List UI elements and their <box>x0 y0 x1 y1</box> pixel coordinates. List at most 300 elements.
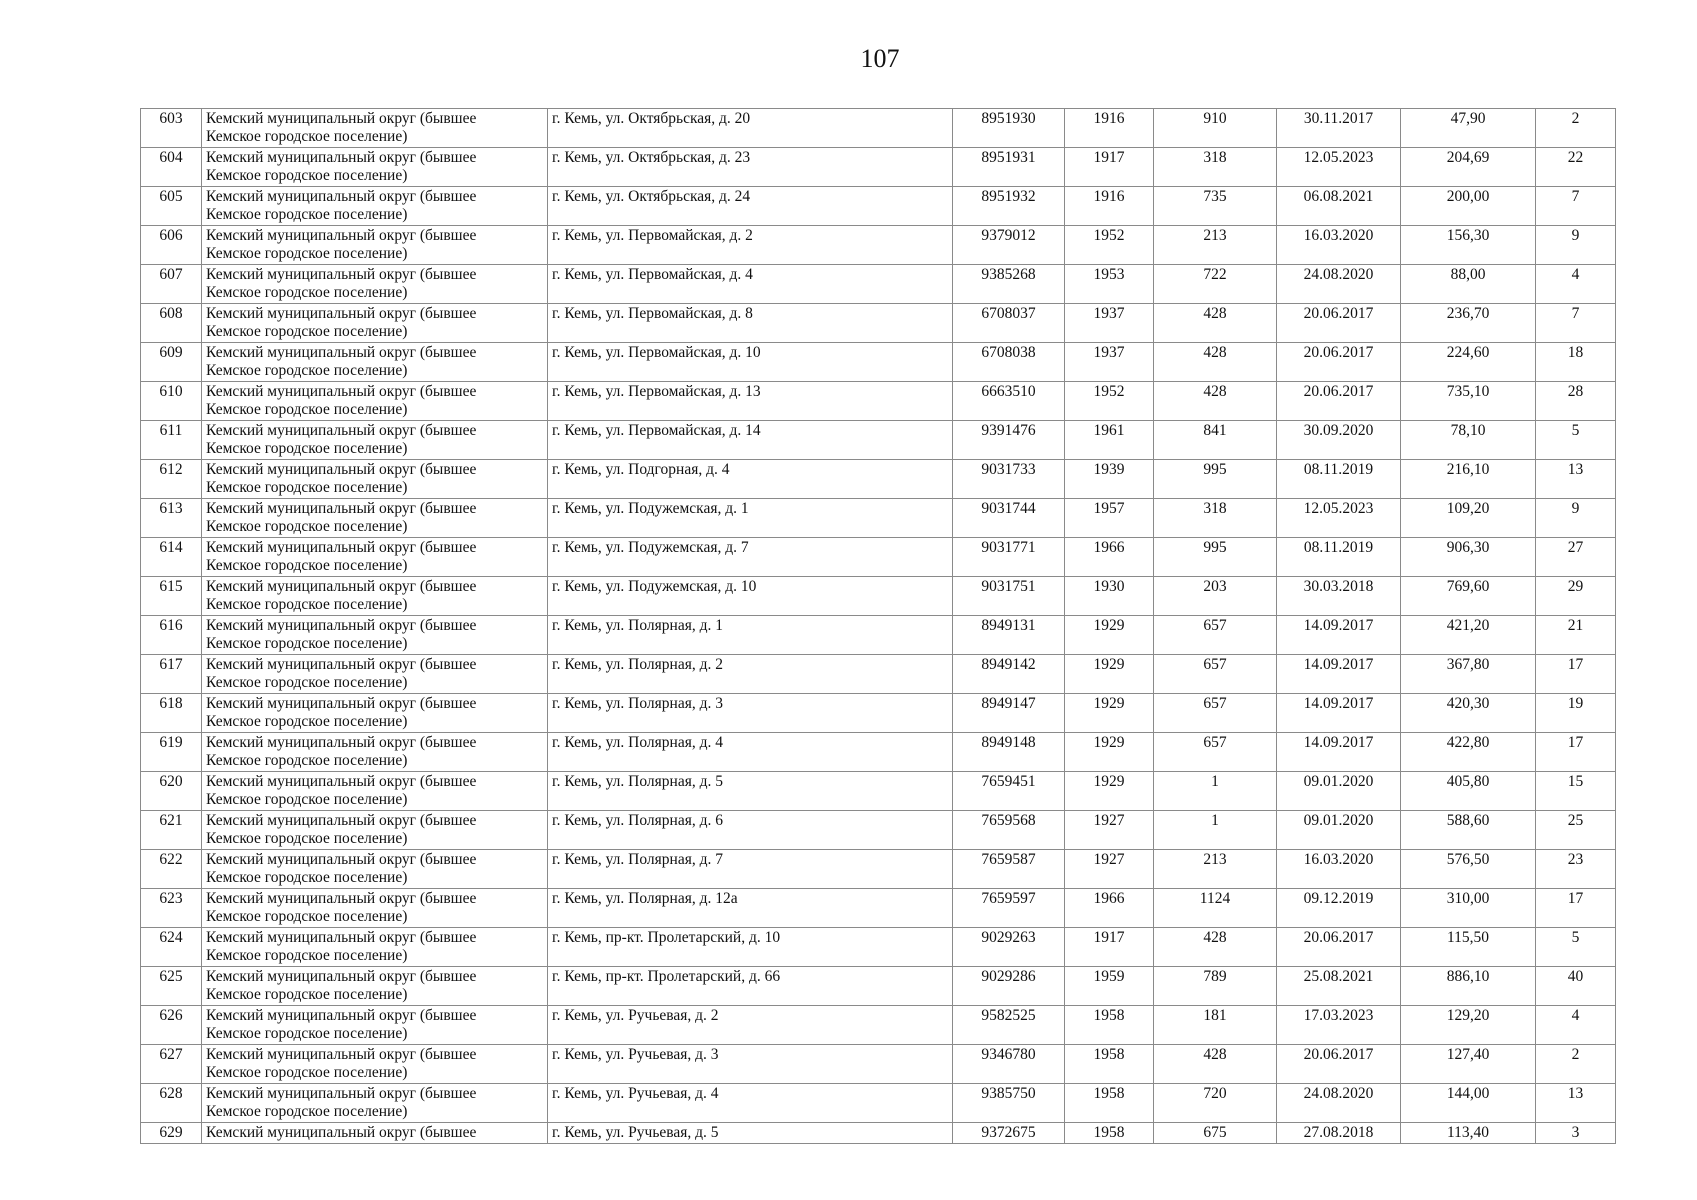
address-cell: г. Кемь, ул. Подужемская, д. 7 <box>548 538 953 577</box>
construction-year-cell: 1959 <box>1065 967 1154 1006</box>
municipality-line-1: Кемский муниципальный округ (бывшее <box>206 539 477 556</box>
municipality-cell <box>202 577 548 616</box>
municipality-cell <box>202 538 548 577</box>
area-cell: 144,00 <box>1401 1084 1536 1123</box>
area-cell: 588,60 <box>1401 811 1536 850</box>
area-cell: 224,60 <box>1401 343 1536 382</box>
table-row <box>141 343 1616 382</box>
document-number-cell: 213 <box>1154 850 1277 889</box>
building-id-cell: 8949147 <box>953 694 1065 733</box>
residents-count-cell: 9 <box>1536 499 1616 538</box>
residents-count-cell: 22 <box>1536 148 1616 187</box>
address-cell: г. Кемь, ул. Подужемская, д. 10 <box>548 577 953 616</box>
municipality-line-2: Кемское городское поселение) <box>206 284 408 301</box>
construction-year-cell: 1958 <box>1065 1084 1154 1123</box>
table-row <box>141 421 1616 460</box>
document-date-cell: 09.01.2020 <box>1277 811 1401 850</box>
document-date-cell: 20.06.2017 <box>1277 1045 1401 1084</box>
table-row <box>141 538 1616 577</box>
residents-count-cell: 28 <box>1536 382 1616 421</box>
building-id-cell: 9029286 <box>953 967 1065 1006</box>
residents-count-cell: 9 <box>1536 226 1616 265</box>
area-cell: 420,30 <box>1401 694 1536 733</box>
document-date-cell: 16.03.2020 <box>1277 850 1401 889</box>
residents-count-cell: 25 <box>1536 811 1616 850</box>
document-number-cell: 657 <box>1154 655 1277 694</box>
row-number-cell: 621 <box>141 811 202 850</box>
municipality-cell <box>202 850 548 889</box>
document-number-cell: 657 <box>1154 733 1277 772</box>
document-date-cell: 16.03.2020 <box>1277 226 1401 265</box>
document-number-cell: 675 <box>1154 1123 1277 1144</box>
building-id-cell: 9372675 <box>953 1123 1065 1144</box>
building-id-cell: 9031751 <box>953 577 1065 616</box>
document-date-cell: 24.08.2020 <box>1277 1084 1401 1123</box>
document-number-cell: 657 <box>1154 694 1277 733</box>
document-date-cell: 20.06.2017 <box>1277 304 1401 343</box>
table-row <box>141 850 1616 889</box>
document-number-cell: 735 <box>1154 187 1277 226</box>
row-number-cell: 629 <box>141 1123 202 1144</box>
row-number-cell: 625 <box>141 967 202 1006</box>
municipality-line-1: Кемский муниципальный округ (бывшее <box>206 734 477 751</box>
document-date-cell: 14.09.2017 <box>1277 655 1401 694</box>
municipality-cell <box>202 694 548 733</box>
document-number-cell: 841 <box>1154 421 1277 460</box>
residents-count-cell: 40 <box>1536 967 1616 1006</box>
building-id-cell: 9385750 <box>953 1084 1065 1123</box>
document-date-cell: 27.08.2018 <box>1277 1123 1401 1144</box>
municipality-line-1: Кемский муниципальный округ (бывшее <box>206 890 477 907</box>
construction-year-cell: 1917 <box>1065 148 1154 187</box>
address-cell: г. Кемь, ул. Первомайская, д. 8 <box>548 304 953 343</box>
document-date-cell: 30.03.2018 <box>1277 577 1401 616</box>
table-row <box>141 460 1616 499</box>
residents-count-cell: 19 <box>1536 694 1616 733</box>
construction-year-cell: 1957 <box>1065 499 1154 538</box>
building-id-cell: 9385268 <box>953 265 1065 304</box>
row-number-cell: 612 <box>141 460 202 499</box>
document-number-cell: 428 <box>1154 1045 1277 1084</box>
construction-year-cell: 1953 <box>1065 265 1154 304</box>
municipality-cell <box>202 226 548 265</box>
residents-count-cell: 15 <box>1536 772 1616 811</box>
municipality-cell <box>202 967 548 1006</box>
address-cell: г. Кемь, ул. Октябрьская, д. 20 <box>548 109 953 148</box>
address-cell: г. Кемь, ул. Октябрьская, д. 24 <box>548 187 953 226</box>
table-row <box>141 577 1616 616</box>
area-cell: 113,40 <box>1401 1123 1536 1144</box>
row-number-cell: 607 <box>141 265 202 304</box>
table-row <box>141 304 1616 343</box>
construction-year-cell: 1966 <box>1065 889 1154 928</box>
address-cell: г. Кемь, пр-кт. Пролетарский, д. 66 <box>548 967 953 1006</box>
area-cell: 906,30 <box>1401 538 1536 577</box>
residents-count-cell: 13 <box>1536 460 1616 499</box>
area-cell: 200,00 <box>1401 187 1536 226</box>
building-id-cell: 9346780 <box>953 1045 1065 1084</box>
building-id-cell: 7659568 <box>953 811 1065 850</box>
municipality-cell <box>202 733 548 772</box>
municipality-line-1: Кемский муниципальный округ (бывшее <box>206 656 477 673</box>
area-cell: 886,10 <box>1401 967 1536 1006</box>
construction-year-cell: 1952 <box>1065 382 1154 421</box>
municipality-line-2: Кемское городское поселение) <box>206 245 408 262</box>
municipality-line-2: Кемское городское поселение) <box>206 401 408 418</box>
table-row <box>141 928 1616 967</box>
table-row <box>141 733 1616 772</box>
table-row <box>141 772 1616 811</box>
housing-registry-table <box>140 108 1616 1144</box>
document-date-cell: 30.09.2020 <box>1277 421 1401 460</box>
municipality-line-2: Кемское городское поселение) <box>206 362 408 379</box>
building-id-cell: 9391476 <box>953 421 1065 460</box>
municipality-line-2: Кемское городское поселение) <box>206 674 408 691</box>
area-cell: 236,70 <box>1401 304 1536 343</box>
municipality-line-2: Кемское городское поселение) <box>206 206 408 223</box>
area-cell: 735,10 <box>1401 382 1536 421</box>
address-cell: г. Кемь, ул. Первомайская, д. 2 <box>548 226 953 265</box>
construction-year-cell: 1927 <box>1065 811 1154 850</box>
document-date-cell: 12.05.2023 <box>1277 499 1401 538</box>
municipality-line-2: Кемское городское поселение) <box>206 791 408 808</box>
table-row <box>141 148 1616 187</box>
residents-count-cell: 23 <box>1536 850 1616 889</box>
address-cell: г. Кемь, ул. Ручьевая, д. 4 <box>548 1084 953 1123</box>
municipality-cell <box>202 1006 548 1045</box>
document-number-cell: 789 <box>1154 967 1277 1006</box>
municipality-line-2: Кемское городское поселение) <box>206 713 408 730</box>
document-number-cell: 203 <box>1154 577 1277 616</box>
area-cell: 310,00 <box>1401 889 1536 928</box>
municipality-cell <box>202 655 548 694</box>
municipality-cell <box>202 499 548 538</box>
construction-year-cell: 1929 <box>1065 772 1154 811</box>
municipality-line-2: Кемское городское поселение) <box>206 635 408 652</box>
area-cell: 109,20 <box>1401 499 1536 538</box>
document-number-cell: 910 <box>1154 109 1277 148</box>
municipality-line-1: Кемский муниципальный округ (бывшее <box>206 1085 477 1102</box>
municipality-line-1: Кемский муниципальный округ (бывшее <box>206 305 477 322</box>
building-id-cell: 9379012 <box>953 226 1065 265</box>
municipality-cell <box>202 616 548 655</box>
municipality-line-1: Кемский муниципальный округ (бывшее <box>206 383 477 400</box>
municipality-cell <box>202 148 548 187</box>
municipality-line-2: Кемское городское поселение) <box>206 323 408 340</box>
construction-year-cell: 1961 <box>1065 421 1154 460</box>
building-id-cell: 8951930 <box>953 109 1065 148</box>
municipality-line-2: Кемское городское поселение) <box>206 752 408 769</box>
table-row <box>141 616 1616 655</box>
municipality-line-1: Кемский муниципальный округ (бывшее <box>206 110 477 127</box>
municipality-cell <box>202 772 548 811</box>
area-cell: 576,50 <box>1401 850 1536 889</box>
document-number-cell: 720 <box>1154 1084 1277 1123</box>
table-row <box>141 109 1616 148</box>
municipality-line-1: Кемский муниципальный округ (бывшее <box>206 422 477 439</box>
area-cell: 405,80 <box>1401 772 1536 811</box>
document-number-cell: 318 <box>1154 148 1277 187</box>
municipality-line-2: Кемское городское поселение) <box>206 440 408 457</box>
document-number-cell: 213 <box>1154 226 1277 265</box>
area-cell: 115,50 <box>1401 928 1536 967</box>
area-cell: 47,90 <box>1401 109 1536 148</box>
construction-year-cell: 1930 <box>1065 577 1154 616</box>
document-date-cell: 14.09.2017 <box>1277 616 1401 655</box>
area-cell: 78,10 <box>1401 421 1536 460</box>
area-cell: 769,60 <box>1401 577 1536 616</box>
municipality-line-1: Кемский муниципальный округ (бывшее <box>206 188 477 205</box>
building-id-cell: 6663510 <box>953 382 1065 421</box>
residents-count-cell: 7 <box>1536 304 1616 343</box>
building-id-cell: 9031771 <box>953 538 1065 577</box>
row-number-cell: 618 <box>141 694 202 733</box>
address-cell: г. Кемь, ул. Полярная, д. 12а <box>548 889 953 928</box>
construction-year-cell: 1966 <box>1065 538 1154 577</box>
residents-count-cell: 7 <box>1536 187 1616 226</box>
residents-count-cell: 17 <box>1536 733 1616 772</box>
row-number-cell: 622 <box>141 850 202 889</box>
municipality-line-1: Кемский муниципальный округ (бывшее <box>206 617 477 634</box>
address-cell: г. Кемь, ул. Полярная, д. 4 <box>548 733 953 772</box>
municipality-cell <box>202 265 548 304</box>
document-date-cell: 14.09.2017 <box>1277 733 1401 772</box>
municipality-line-2: Кемское городское поселение) <box>206 947 408 964</box>
construction-year-cell: 1929 <box>1065 694 1154 733</box>
table-row <box>141 694 1616 733</box>
residents-count-cell: 4 <box>1536 1006 1616 1045</box>
document-number-cell: 428 <box>1154 304 1277 343</box>
municipality-line-1: Кемский муниципальный округ (бывшее <box>206 1124 477 1141</box>
table-row <box>141 265 1616 304</box>
document-date-cell: 25.08.2021 <box>1277 967 1401 1006</box>
municipality-line-2: Кемское городское поселение) <box>206 1064 408 1081</box>
municipality-line-1: Кемский муниципальный округ (бывшее <box>206 929 477 946</box>
document-number-cell: 657 <box>1154 616 1277 655</box>
municipality-line-2: Кемское городское поселение) <box>206 986 408 1003</box>
row-number-cell: 610 <box>141 382 202 421</box>
table-row <box>141 499 1616 538</box>
address-cell: г. Кемь, ул. Подгорная, д. 4 <box>548 460 953 499</box>
municipality-cell <box>202 421 548 460</box>
building-id-cell: 9031733 <box>953 460 1065 499</box>
address-cell: г. Кемь, ул. Первомайская, д. 13 <box>548 382 953 421</box>
row-number-cell: 611 <box>141 421 202 460</box>
address-cell: г. Кемь, ул. Полярная, д. 2 <box>548 655 953 694</box>
document-number-cell: 995 <box>1154 538 1277 577</box>
municipality-cell <box>202 109 548 148</box>
address-cell: г. Кемь, ул. Первомайская, д. 14 <box>548 421 953 460</box>
row-number-cell: 626 <box>141 1006 202 1045</box>
residents-count-cell: 2 <box>1536 109 1616 148</box>
building-id-cell: 9031744 <box>953 499 1065 538</box>
municipality-line-1: Кемский муниципальный округ (бывшее <box>206 266 477 283</box>
building-id-cell: 7659587 <box>953 850 1065 889</box>
residents-count-cell: 3 <box>1536 1123 1616 1144</box>
construction-year-cell: 1929 <box>1065 616 1154 655</box>
address-cell: г. Кемь, ул. Полярная, д. 7 <box>548 850 953 889</box>
document-date-cell: 08.11.2019 <box>1277 460 1401 499</box>
table-row <box>141 889 1616 928</box>
address-cell: г. Кемь, ул. Полярная, д. 3 <box>548 694 953 733</box>
municipality-cell <box>202 460 548 499</box>
address-cell: г. Кемь, ул. Ручьевая, д. 2 <box>548 1006 953 1045</box>
document-date-cell: 20.06.2017 <box>1277 928 1401 967</box>
row-number-cell: 609 <box>141 343 202 382</box>
address-cell: г. Кемь, пр-кт. Пролетарский, д. 10 <box>548 928 953 967</box>
document-date-cell: 14.09.2017 <box>1277 694 1401 733</box>
row-number-cell: 617 <box>141 655 202 694</box>
document-date-cell: 06.08.2021 <box>1277 187 1401 226</box>
address-cell: г. Кемь, ул. Полярная, д. 1 <box>548 616 953 655</box>
residents-count-cell: 21 <box>1536 616 1616 655</box>
row-number-cell: 619 <box>141 733 202 772</box>
construction-year-cell: 1952 <box>1065 226 1154 265</box>
municipality-cell <box>202 382 548 421</box>
table-body <box>141 109 1616 1144</box>
building-id-cell: 7659451 <box>953 772 1065 811</box>
municipality-cell <box>202 304 548 343</box>
document-number-cell: 1124 <box>1154 889 1277 928</box>
municipality-line-2: Кемское городское поселение) <box>206 908 408 925</box>
row-number-cell: 608 <box>141 304 202 343</box>
residents-count-cell: 5 <box>1536 421 1616 460</box>
address-cell: г. Кемь, ул. Октябрьская, д. 23 <box>548 148 953 187</box>
row-number-cell: 620 <box>141 772 202 811</box>
row-number-cell: 605 <box>141 187 202 226</box>
construction-year-cell: 1927 <box>1065 850 1154 889</box>
residents-count-cell: 18 <box>1536 343 1616 382</box>
row-number-cell: 614 <box>141 538 202 577</box>
document-date-cell: 09.12.2019 <box>1277 889 1401 928</box>
residents-count-cell: 17 <box>1536 655 1616 694</box>
address-cell: г. Кемь, ул. Полярная, д. 5 <box>548 772 953 811</box>
document-number-cell: 428 <box>1154 928 1277 967</box>
building-id-cell: 8951931 <box>953 148 1065 187</box>
document-date-cell: 17.03.2023 <box>1277 1006 1401 1045</box>
municipality-line-1: Кемский муниципальный округ (бывшее <box>206 812 477 829</box>
area-cell: 421,20 <box>1401 616 1536 655</box>
building-id-cell: 8949142 <box>953 655 1065 694</box>
building-id-cell: 8951932 <box>953 187 1065 226</box>
municipality-cell <box>202 811 548 850</box>
municipality-line-2: Кемское городское поселение) <box>206 128 408 145</box>
address-cell: г. Кемь, ул. Первомайская, д. 4 <box>548 265 953 304</box>
document-number-cell: 1 <box>1154 772 1277 811</box>
municipality-cell <box>202 1084 548 1123</box>
table-row <box>141 226 1616 265</box>
row-number-cell: 616 <box>141 616 202 655</box>
municipality-line-1: Кемский муниципальный округ (бывшее <box>206 968 477 985</box>
construction-year-cell: 1916 <box>1065 109 1154 148</box>
municipality-line-1: Кемский муниципальный округ (бывшее <box>206 461 477 478</box>
municipality-line-2: Кемское городское поселение) <box>206 518 408 535</box>
municipality-line-2: Кемское городское поселение) <box>206 1103 408 1120</box>
construction-year-cell: 1929 <box>1065 655 1154 694</box>
row-number-cell: 604 <box>141 148 202 187</box>
document-number-cell: 318 <box>1154 499 1277 538</box>
building-id-cell: 9582525 <box>953 1006 1065 1045</box>
construction-year-cell: 1958 <box>1065 1006 1154 1045</box>
row-number-cell: 627 <box>141 1045 202 1084</box>
table-row <box>141 811 1616 850</box>
address-cell: г. Кемь, ул. Ручьевая, д. 3 <box>548 1045 953 1084</box>
area-cell: 88,00 <box>1401 265 1536 304</box>
area-cell: 216,10 <box>1401 460 1536 499</box>
document-date-cell: 24.08.2020 <box>1277 265 1401 304</box>
municipality-line-2: Кемское городское поселение) <box>206 830 408 847</box>
construction-year-cell: 1916 <box>1065 187 1154 226</box>
municipality-line-2: Кемское городское поселение) <box>206 479 408 496</box>
residents-count-cell: 13 <box>1536 1084 1616 1123</box>
construction-year-cell: 1937 <box>1065 343 1154 382</box>
municipality-line-1: Кемский муниципальный округ (бывшее <box>206 773 477 790</box>
municipality-cell <box>202 1045 548 1084</box>
row-number-cell: 628 <box>141 1084 202 1123</box>
municipality-line-1: Кемский муниципальный округ (бывшее <box>206 149 477 166</box>
document-date-cell: 20.06.2017 <box>1277 343 1401 382</box>
residents-count-cell: 29 <box>1536 577 1616 616</box>
document-number-cell: 1 <box>1154 811 1277 850</box>
municipality-line-1: Кемский муниципальный округ (бывшее <box>206 578 477 595</box>
municipality-line-1: Кемский муниципальный округ (бывшее <box>206 344 477 361</box>
municipality-line-2: Кемское городское поселение) <box>206 1025 408 1042</box>
municipality-cell <box>202 889 548 928</box>
document-date-cell: 30.11.2017 <box>1277 109 1401 148</box>
table-row <box>141 1006 1616 1045</box>
document-number-cell: 428 <box>1154 382 1277 421</box>
document-number-cell: 995 <box>1154 460 1277 499</box>
building-id-cell: 6708038 <box>953 343 1065 382</box>
table-row <box>141 655 1616 694</box>
row-number-cell: 603 <box>141 109 202 148</box>
address-cell: г. Кемь, ул. Первомайская, д. 10 <box>548 343 953 382</box>
residents-count-cell: 2 <box>1536 1045 1616 1084</box>
building-id-cell: 7659597 <box>953 889 1065 928</box>
construction-year-cell: 1917 <box>1065 928 1154 967</box>
document-date-cell: 20.06.2017 <box>1277 382 1401 421</box>
municipality-line-2: Кемское городское поселение) <box>206 167 408 184</box>
construction-year-cell: 1958 <box>1065 1123 1154 1144</box>
building-id-cell: 6708037 <box>953 304 1065 343</box>
construction-year-cell: 1937 <box>1065 304 1154 343</box>
construction-year-cell: 1958 <box>1065 1045 1154 1084</box>
row-number-cell: 606 <box>141 226 202 265</box>
table-row <box>141 967 1616 1006</box>
address-cell: г. Кемь, ул. Подужемская, д. 1 <box>548 499 953 538</box>
document-number-cell: 722 <box>1154 265 1277 304</box>
table-row <box>141 187 1616 226</box>
address-cell: г. Кемь, ул. Полярная, д. 6 <box>548 811 953 850</box>
municipality-line-1: Кемский муниципальный округ (бывшее <box>206 851 477 868</box>
row-number-cell: 623 <box>141 889 202 928</box>
area-cell: 367,80 <box>1401 655 1536 694</box>
residents-count-cell: 4 <box>1536 265 1616 304</box>
construction-year-cell: 1929 <box>1065 733 1154 772</box>
table-row <box>141 382 1616 421</box>
document-number-cell: 181 <box>1154 1006 1277 1045</box>
municipality-line-1: Кемский муниципальный округ (бывшее <box>206 695 477 712</box>
area-cell: 127,40 <box>1401 1045 1536 1084</box>
area-cell: 156,30 <box>1401 226 1536 265</box>
municipality-line-2: Кемское городское поселение) <box>206 557 408 574</box>
document-date-cell: 09.01.2020 <box>1277 772 1401 811</box>
area-cell: 204,69 <box>1401 148 1536 187</box>
row-number-cell: 624 <box>141 928 202 967</box>
document-date-cell: 08.11.2019 <box>1277 538 1401 577</box>
municipality-line-1: Кемский муниципальный округ (бывшее <box>206 1007 477 1024</box>
residents-count-cell: 27 <box>1536 538 1616 577</box>
